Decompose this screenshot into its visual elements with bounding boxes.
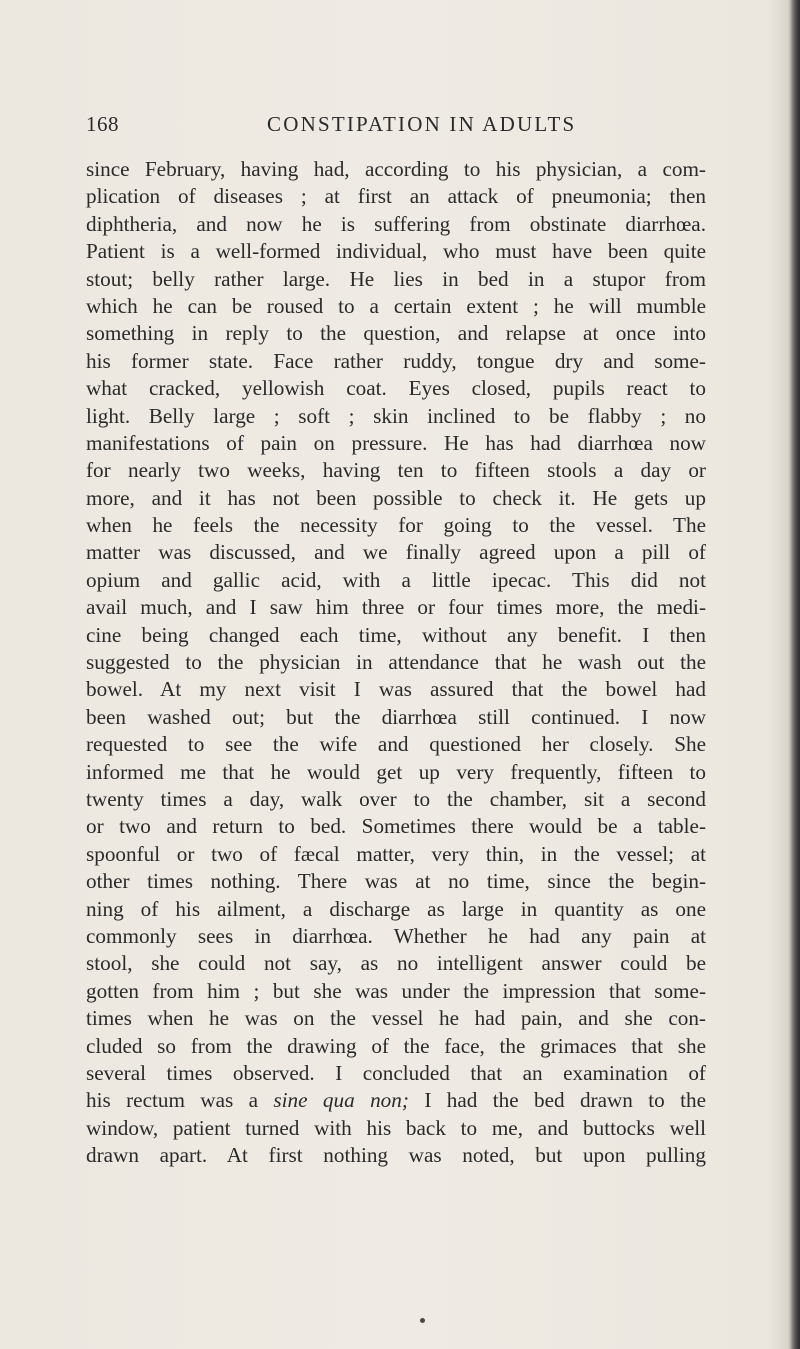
text-line: times when he was on the vessel he had pain, and she con- xyxy=(86,1006,706,1031)
text-line: or two and return to bed. Sometimes there would be a table- xyxy=(86,814,706,839)
running-head: CONSTIPATION IN ADULTS xyxy=(267,112,577,136)
text-line: since February, having had, according to his physician, a com- xyxy=(86,157,706,181)
text-line: Patient is a well-formed individual, who must have been quite xyxy=(86,239,706,264)
text-line: for nearly two weeks, having ten to fifteen stools a day or xyxy=(86,458,706,483)
text-line: other times nothing. There was at no time, since the begin- xyxy=(86,869,706,894)
text-line: bowel. At my next visit I was assured that the bowel had xyxy=(86,677,706,702)
text-line: manifestations of pain on pressure. He has had diarrhœa now xyxy=(86,430,706,455)
page-edge-shadow xyxy=(790,0,800,1349)
latin-phrase: sine qua non; xyxy=(273,1088,409,1113)
text-line: avail much, and I saw him three or four times more, the medi- xyxy=(86,595,706,620)
text-line: diphtheria, and now he is suffering from obstinate diarrhœa. xyxy=(86,211,706,236)
text-line: stool, she could not say, as no intelligent answer could be xyxy=(86,951,706,976)
page-mark xyxy=(420,1318,425,1323)
text-line: window, patient turned with his back to me, and buttocks well xyxy=(86,1115,706,1140)
text-line: plication of diseases ; at first an attack of pneumonia; then xyxy=(86,184,706,209)
text-line: informed me that he would get up very frequently, fifteen to xyxy=(86,759,706,784)
text-line: spoonful or two of fæcal matter, very thin, in the vessel; at xyxy=(86,841,706,866)
text-line: cluded so from the drawing of the face, the grimaces that she xyxy=(86,1033,706,1058)
page-number: 168 xyxy=(86,112,119,136)
text-line: drawn apart. At first nothing was noted, but upon pulling xyxy=(86,1143,706,1168)
text-line: something in reply to the question, and relapse at once into xyxy=(86,321,706,346)
text-line: requested to see the wife and questioned her closely. She xyxy=(86,732,706,757)
text-line: what cracked, yellowish coat. Eyes closed, pupils react to xyxy=(86,376,706,401)
text-line: light. Belly large ; soft ; skin inclined to be flabby ; no xyxy=(86,403,706,428)
text-line: ning of his ailment, a discharge as large in quantity as one xyxy=(86,896,706,921)
text-line: cine being changed each time, without any benefit. I then xyxy=(86,622,706,647)
text-line: more, and it has not been possible to check it. He gets up xyxy=(86,485,706,510)
text-line: commonly sees in diarrhœa. Whether he had any pain at xyxy=(86,923,706,948)
text-line: stout; belly rather large. He lies in bed in a stupor from xyxy=(86,266,706,291)
text-line: twenty times a day, walk over to the chamber, sit a second xyxy=(86,786,706,811)
text-line: opium and gallic acid, with a little ipecac. This did not xyxy=(86,567,706,592)
text-line: gotten from him ; but she was under the impression that some- xyxy=(86,978,706,1003)
text-line: matter was discussed, and we finally agreed upon a pill of xyxy=(86,540,706,565)
text-line: which he can be roused to a certain extent ; he will mumble xyxy=(86,293,706,318)
page-header xyxy=(86,112,706,142)
text-line: when he feels the necessity for going to the vessel. The xyxy=(86,513,706,538)
text-line: been washed out; but the diarrhœa still continued. I now xyxy=(86,704,706,729)
text-line: his rectum was a sine qua non; I had the bed drawn to the xyxy=(86,1088,707,1113)
body-text xyxy=(86,156,706,1169)
text-line: his former state. Face rather ruddy, tongue dry and some- xyxy=(86,348,706,373)
text-line: several times observed. I concluded that an examination of xyxy=(86,1060,706,1085)
text-line: suggested to the physician in attendance that he wash out the xyxy=(86,650,706,675)
